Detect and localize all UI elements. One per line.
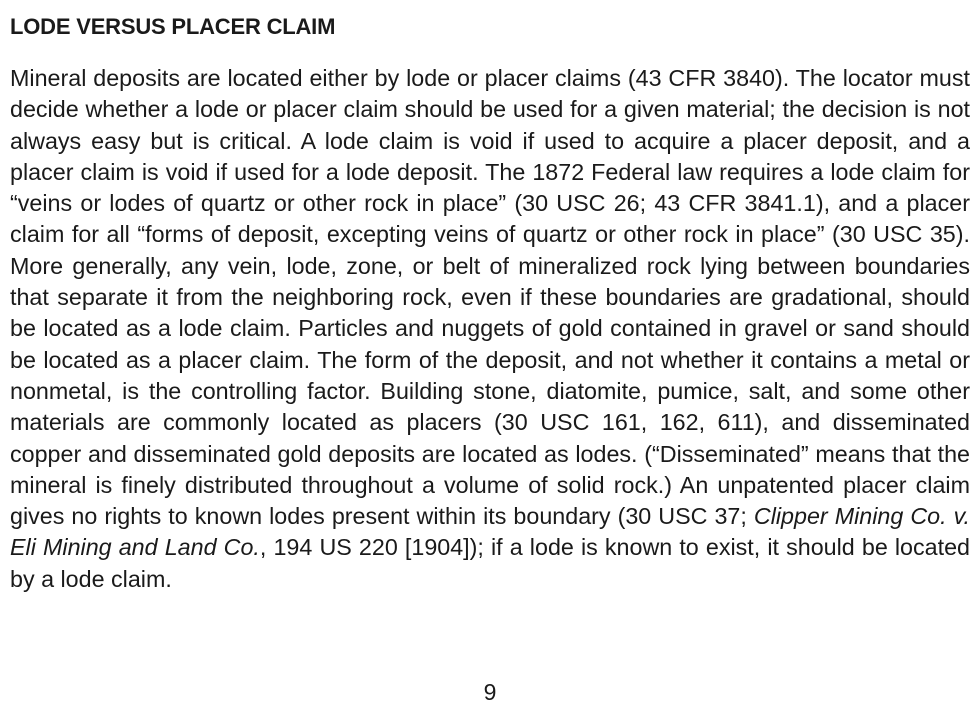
page-number: 9 bbox=[483, 679, 497, 705]
body-paragraph bbox=[10, 63, 970, 595]
section-heading: LODE VERSUS PLACER CLAIM bbox=[10, 14, 336, 39]
case-citation: Clipper Mining Co. v. Eli Mining and Land Co. bbox=[10, 503, 970, 561]
paragraph-text-part-2: , 194 US 220 [1904]); if a lode is known to exist, it should be located by a lode claim. bbox=[10, 534, 971, 592]
paragraph-text-part-1: Mineral deposits are located either by lode or placer claims (43 CFR 3840). The locator must decide whether a lode or placer claim should be used for a given material; the decision is not always easy but is critical. A lode claim is void if used to acquire a placer deposit, and a placer claim is void if used for a lode deposit. The 1872 Federal law requires a lode claim for “veins or lodes of quartz or other rock in place” (30 USC 26; 43 CFR 3841.1), and a placer claim for all “forms of deposit, excepting veins of quartz or other rock in place” (30 USC 35). More generally, any vein, lode, zone, or belt of mineralized rock lying between boundaries that separate it from the neighboring rock, even if these boundaries are gradational, should be located as a lode claim. Particles and nuggets of gold contained in gravel or sand should be located as a placer claim. The form of the deposit, and not whether it contains a metal or nonmetal, is the controlling factor. Building stone, diatomite, pumice, salt, and some other materials are commonly located as placers (30 USC 161, 162, 611), and disseminated copper and disseminated gold deposits are located as lodes. (“Disseminated” means that the mineral is finely distributed throughout a volume of solid rock.) An unpatented placer claim gives no rights to known lodes present within its boundary (30 USC 37; bbox=[10, 65, 970, 530]
